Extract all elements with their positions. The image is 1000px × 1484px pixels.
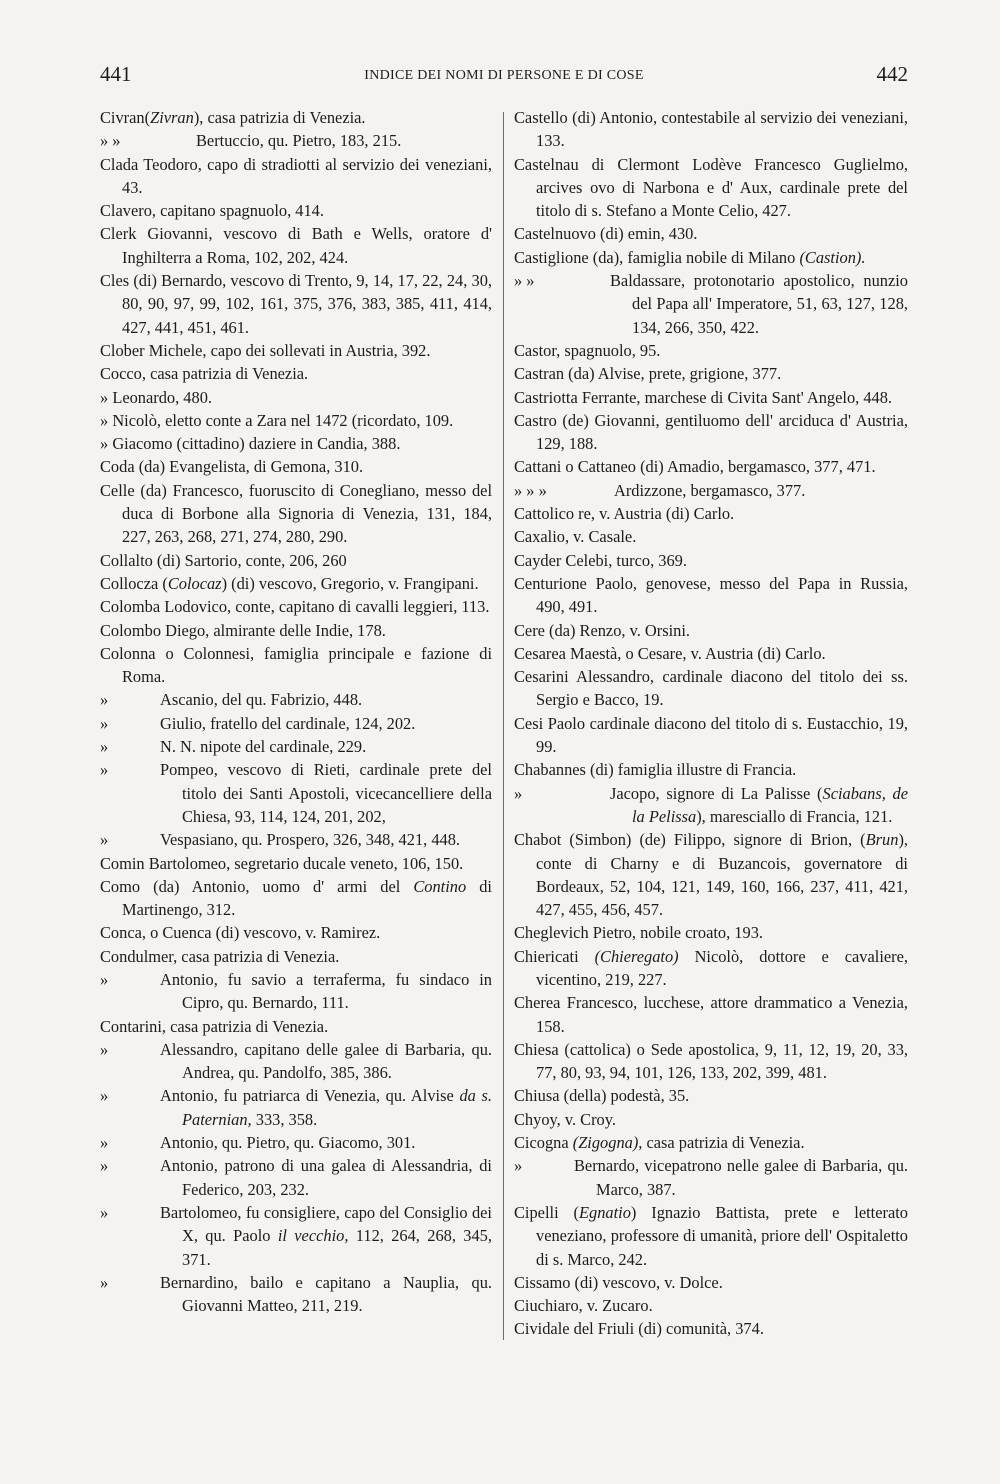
entry-tail: 333, 358. xyxy=(251,1109,318,1129)
entry-text: Centurione Paolo, genovese, messo del Papa in Russia, 490, 491. xyxy=(514,573,908,617)
index-entry xyxy=(100,1201,492,1271)
entry-text: Chiusa (della) podestà, 35. xyxy=(514,1086,690,1106)
entry-text: Collalto (di) Sartorio, conte, 206, 260 xyxy=(100,550,347,570)
entry-text: Chiesa (cattolica) o Sede apostolica, 9, 11, 12, 19, 20, 33, 77, 80, 93, 94, 101, 126, 133, 202, 399, 481. xyxy=(514,1039,908,1083)
entry-text: Castro (de) Giovanni, gentiluomo dell' arciduca d' Austria, 129, 188. xyxy=(514,410,908,454)
entry-tail: ), maresciallo di Francia, 121. xyxy=(696,806,893,826)
entry-head: Collocza xyxy=(100,573,159,593)
entry-tail: casa patrizia di Venezia. xyxy=(642,1133,805,1153)
index-entry xyxy=(100,921,492,944)
index-entry xyxy=(100,572,492,595)
entry-italic: Sciabans, de la Pelissa xyxy=(632,783,908,826)
entry-italic: Contino xyxy=(413,876,467,896)
index-entry xyxy=(514,1317,908,1340)
entry-text: Cattolico re, v. Austria (di) Carlo. xyxy=(514,504,735,524)
index-entry xyxy=(100,549,492,572)
entry-italic: (Castion). xyxy=(799,247,866,267)
ditto-mark: » xyxy=(100,760,109,780)
index-entry xyxy=(514,1084,908,1107)
index-entry xyxy=(514,455,908,478)
ditto-mark: » xyxy=(100,434,109,454)
index-entry xyxy=(100,362,492,385)
index-entry xyxy=(514,246,908,269)
entry-tail: di Martinengo, 312. xyxy=(122,876,492,920)
index-entry xyxy=(100,758,492,828)
entry-text: Antonio, qu. Pietro, qu. Giacomo, 301. xyxy=(160,1133,416,1153)
index-entry xyxy=(100,712,492,735)
ditto-mark: » » xyxy=(514,271,535,291)
entry-punct: ( xyxy=(810,783,823,803)
entry-italic: Egnatio xyxy=(579,1202,631,1222)
entry-punct: ( xyxy=(144,108,151,127)
entry-text: Clober Michele, capo dei sollevati in Austria, 392. xyxy=(100,340,431,360)
index-entry xyxy=(514,1271,908,1294)
index-entry xyxy=(514,502,908,525)
entry-text: Coda (da) Evangelista, di Gemona, 310. xyxy=(100,457,364,477)
index-entry xyxy=(100,619,492,642)
entry-tail: ) Ignazio Battista, prete e letterato veneziano, professore di umanità, priore dell' Ospitaletto di s. Marco, 242. xyxy=(536,1202,908,1269)
index-entry xyxy=(100,409,492,432)
index-entry xyxy=(514,782,908,829)
entry-head: Civran xyxy=(100,108,145,127)
index-entry xyxy=(100,455,492,478)
ditto-mark: » xyxy=(100,830,109,850)
entry-text: Antonio, patrono di una galea di Alessandria, di Federico, 203, 232. xyxy=(160,1156,492,1199)
entry-italic: Zivran xyxy=(150,108,194,127)
running-title: INDICE DEI NOMI DI PERSONE E DI COSE xyxy=(364,68,644,83)
entry-tail: ), conte di Charny e di Buzancois, governatore di Bordeaux, 52, 104, 121, 149, 160, 166, 237, 411, 421, 427, 455, 456, 457. xyxy=(536,830,909,920)
index-entry xyxy=(514,572,908,619)
entry-punct: ( xyxy=(852,830,866,850)
entry-tail: ) (di) vescovo, Gregorio, v. Frangipani. xyxy=(221,573,479,593)
column-divider xyxy=(503,112,504,1340)
index-entry xyxy=(100,945,492,968)
index-entry xyxy=(514,222,908,245)
entry-italic: (Zigogna), xyxy=(572,1133,643,1153)
right-column xyxy=(514,106,908,1341)
entry-text: Pompeo, vescovo di Rieti, cardinale prete del titolo dei Santi Apostoli, vicecancelliere della Chiesa, 93, 114, 124, 201, 202, xyxy=(160,760,492,826)
entry-italic: il vecchio, xyxy=(277,1226,349,1246)
entry-text: Cere (da) Renzo, v. Orsini. xyxy=(514,620,690,640)
entry-text: Alessandro, capitano delle galee di Barbaria, qu. Andrea, qu. Pandolfo, 385, 386. xyxy=(160,1039,492,1083)
entry-tail: Nicolò, dottore e cavaliere, vicentino, 219, 227. xyxy=(536,946,908,989)
ditto-mark: » xyxy=(100,1202,109,1222)
index-entry xyxy=(514,712,908,759)
index-entry xyxy=(514,525,908,548)
entry-head: Bartolomeo, fu consigliere, capo del Consiglio dei X, qu. Paolo xyxy=(160,1202,492,1246)
entry-text: Castran (da) Alvise, prete, grigione, 377. xyxy=(514,364,782,384)
entry-text: Clada Teodoro, capo di stradiotti al servizio dei veneziani, 43. xyxy=(100,154,492,197)
index-entry xyxy=(514,758,908,781)
left-column xyxy=(100,106,492,1317)
entry-head: Como (da) Antonio, uomo d' armi del xyxy=(100,876,401,896)
index-entry xyxy=(100,222,492,269)
entry-text: Castriotta Ferrante, marchese di Civita Sant' Angelo, 448. xyxy=(514,387,893,407)
entry-text: Celle (da) Francesco, fuoruscito di Conegliano, messo del duca di Borbone alla Signoria di Venezia, 131, 184, 227, 263, 268, 271, 274, 280, 290. xyxy=(100,480,492,547)
entry-text: Ardizzone, bergamasco, 377. xyxy=(614,480,806,500)
ditto-mark: » xyxy=(100,713,109,733)
entry-text: Chabannes (di) famiglia illustre di Francia. xyxy=(514,760,797,780)
index-entry xyxy=(100,642,492,689)
index-entry xyxy=(100,688,492,711)
index-entry xyxy=(514,991,908,1038)
index-entry xyxy=(514,1154,908,1201)
index-entry xyxy=(514,828,908,921)
entry-text: Castor, spagnuolo, 95. xyxy=(514,340,661,360)
index-entry xyxy=(100,735,492,758)
index-entry xyxy=(514,945,908,992)
ditto-mark: » xyxy=(100,387,109,407)
entry-text: Ciuchiaro, v. Zucaro. xyxy=(514,1296,653,1316)
ditto-mark: » xyxy=(100,969,109,989)
entry-text: Cayder Celebi, turco, 369. xyxy=(514,550,687,570)
entry-text: Cesarini Alessandro, cardinale diacono del titolo dei ss. Sergio e Bacco, 19. xyxy=(514,667,908,710)
entry-text: Cesarea Maestà, o Cesare, v. Austria (di) Carlo. xyxy=(514,643,826,663)
entry-text: Bernardino, bailo e capitano a Nauplia, qu. Giovanni Matteo, 211, 219. xyxy=(160,1272,492,1316)
entry-text: Comin Bartolomeo, segretario ducale veneto, 106, 150. xyxy=(100,853,464,873)
index-entry xyxy=(100,339,492,362)
ditto-mark: » xyxy=(514,1156,523,1176)
ditto-mark: » » xyxy=(100,131,121,151)
ditto-mark: » xyxy=(100,1086,109,1106)
entry-punct: ( xyxy=(158,573,168,593)
entry-head: Chabot (Simbon) (de) Filippo, signore di Brion, xyxy=(514,830,853,850)
index-entry xyxy=(514,1201,908,1271)
entry-text: Ascanio, del qu. Fabrizio, 448. xyxy=(160,690,363,710)
index-entry xyxy=(514,362,908,385)
index-entry xyxy=(100,199,492,222)
entry-italic: Brun xyxy=(865,830,899,850)
index-entry xyxy=(514,339,908,362)
entry-text: Conca, o Cuenca (di) vescovo, v. Ramirez. xyxy=(100,923,381,943)
ditto-mark: » xyxy=(100,737,109,757)
index-entry xyxy=(514,642,908,665)
index-entry xyxy=(100,1154,492,1201)
entry-text: Caxalio, v. Casale. xyxy=(514,527,637,547)
ditto-mark: » xyxy=(100,1133,109,1153)
index-entry xyxy=(100,269,492,339)
index-entry xyxy=(514,1131,908,1154)
entry-text: Contarini, casa patrizia di Venezia. xyxy=(100,1016,329,1036)
entry-head: Antonio, fu patriarca di Venezia, qu. Alvise xyxy=(160,1086,454,1106)
page-number-right: 442 xyxy=(876,62,908,86)
entry-text: Castelnau di Clermont Lodève Francesco Guglielmo, arcives ovo di Narbona e d' Aux, cardinale prete del titolo di s. Stefano a Monte Celio, 427. xyxy=(514,154,908,221)
entry-text: N. N. nipote del cardinale, 229. xyxy=(160,737,367,757)
ditto-mark: » » » xyxy=(514,480,547,500)
entry-text: Colonna o Colonnesi, famiglia principale e fazione di Roma. xyxy=(100,643,492,687)
ditto-mark: » xyxy=(100,410,109,430)
entry-text: Cocco, casa patrizia di Venezia. xyxy=(100,364,309,384)
entry-text: Bertuccio, qu. Pietro, 183, 215. xyxy=(196,131,402,151)
entry-text: Clerk Giovanni, vescovo di Bath e Wells, oratore d' Inghilterra a Roma, 102, 202, 424. xyxy=(100,224,492,267)
index-entry xyxy=(100,828,492,851)
index-entry xyxy=(514,619,908,642)
entry-text: Leonardo, 480. xyxy=(112,387,212,407)
index-entry xyxy=(514,106,908,153)
index-entry xyxy=(100,595,492,618)
index-entry xyxy=(100,1084,492,1131)
index-entry xyxy=(514,386,908,409)
index-entry xyxy=(514,1108,908,1131)
index-entry xyxy=(514,409,908,456)
entry-text: Antonio, fu savio a terraferma, fu sindaco in Cipro, qu. Bernardo, 111. xyxy=(160,969,492,1013)
entry-text: Bernardo, vicepatrono nelle galee di Barbaria, qu. Marco, 387. xyxy=(574,1156,908,1199)
ditto-mark: » xyxy=(100,1272,109,1292)
index-entry xyxy=(514,665,908,712)
index-entry xyxy=(100,432,492,455)
entry-text: Cividale del Friuli (di) comunità, 374. xyxy=(514,1319,764,1339)
index-entry xyxy=(100,1015,492,1038)
entry-italic: da s. Paternian, xyxy=(182,1086,492,1129)
index-entry xyxy=(514,921,908,944)
index-entry xyxy=(100,129,492,152)
index-entry xyxy=(100,1038,492,1085)
entry-text: Chyoy, v. Croy. xyxy=(514,1109,616,1129)
entry-text: Colomba Lodovico, conte, capitano di cavalli leggieri, 113. xyxy=(100,597,490,617)
entry-text: Giulio, fratello del cardinale, 124, 202. xyxy=(160,713,416,733)
ditto-mark: » xyxy=(100,1156,109,1176)
entry-head: Jacopo, signore di La Palisse xyxy=(610,783,811,803)
entry-italic: Colocaz xyxy=(167,573,222,593)
index-entry xyxy=(100,1271,492,1318)
entry-text: Clavero, capitano spagnuolo, 414. xyxy=(100,201,324,221)
entry-text: Cesi Paolo cardinale diacono del titolo di s. Eustacchio, 19, 99. xyxy=(514,713,908,757)
index-entry xyxy=(100,153,492,200)
entry-text: Cissamo (di) vescovo, v. Dolce. xyxy=(514,1272,723,1292)
index-entry xyxy=(100,1131,492,1154)
entry-head: Cipelli xyxy=(514,1202,559,1222)
entry-head: Cicogna xyxy=(514,1133,569,1153)
index-entry xyxy=(100,875,492,922)
index-entry xyxy=(514,1038,908,1085)
entry-punct xyxy=(270,1226,277,1245)
entry-text: Nicolò, eletto conte a Zara nel 1472 (ricordato, 109. xyxy=(112,410,454,430)
index-entry xyxy=(100,479,492,549)
entry-text: Cheglevich Pietro, nobile croato, 193. xyxy=(514,923,763,943)
entry-text: Colombo Diego, almirante delle Indie, 178. xyxy=(100,620,386,640)
entry-head: Castiglione (da), famiglia nobile di Milano xyxy=(514,247,796,267)
page-header xyxy=(100,62,908,92)
page-number-left: 441 xyxy=(100,62,132,86)
index-entry xyxy=(514,1294,908,1317)
entry-tail: 112, 264, 268, 345, 371. xyxy=(182,1226,492,1269)
entry-tail: ), casa patrizia di Venezia. xyxy=(193,108,366,127)
index-entry xyxy=(100,386,492,409)
ditto-mark: » xyxy=(100,690,109,710)
index-entry xyxy=(514,153,908,223)
index-entry xyxy=(100,968,492,1015)
entry-head: Chiericati xyxy=(514,946,579,966)
index-entry xyxy=(514,549,908,572)
index-entry xyxy=(514,269,908,339)
entry-text: Giacomo (cittadino) daziere in Candia, 388. xyxy=(112,434,401,454)
entry-punct xyxy=(579,947,595,966)
entry-text: Cattani o Cattaneo (di) Amadio, bergamasco, 377, 471. xyxy=(514,457,876,477)
entry-italic: (Chieregato) xyxy=(594,946,679,966)
entry-text: Condulmer, casa patrizia di Venezia. xyxy=(100,946,340,966)
index-entry xyxy=(100,106,492,129)
entry-punct: ( xyxy=(558,1202,579,1222)
entry-text: Cles (di) Bernardo, vescovo di Trento, 9, 14, 17, 22, 24, 30, 80, 90, 97, 99, 102, 161, 375, 376, 383, 385, 411, 414, 427, 441, 451, 461. xyxy=(100,271,492,337)
index-entry xyxy=(514,479,908,502)
ditto-mark: » xyxy=(100,1039,109,1059)
index-entry xyxy=(100,852,492,875)
entry-text: Cherea Francesco, lucchese, attore drammatico a Venezia, 158. xyxy=(514,993,908,1036)
ditto-mark: » xyxy=(514,783,523,803)
entry-text: Castelnuovo (di) emin, 430. xyxy=(514,224,698,244)
entry-punct xyxy=(400,877,413,896)
entry-text: Vespasiano, qu. Prospero, 326, 348, 421, 448. xyxy=(160,830,461,850)
entry-text: Baldassare, protonotario apostolico, nunzio del Papa all' Imperatore, 51, 63, 127, 128, 134, 266, 350, 422. xyxy=(610,271,908,337)
entry-text: Castello (di) Antonio, contestabile al servizio dei veneziani, 133. xyxy=(514,108,908,151)
